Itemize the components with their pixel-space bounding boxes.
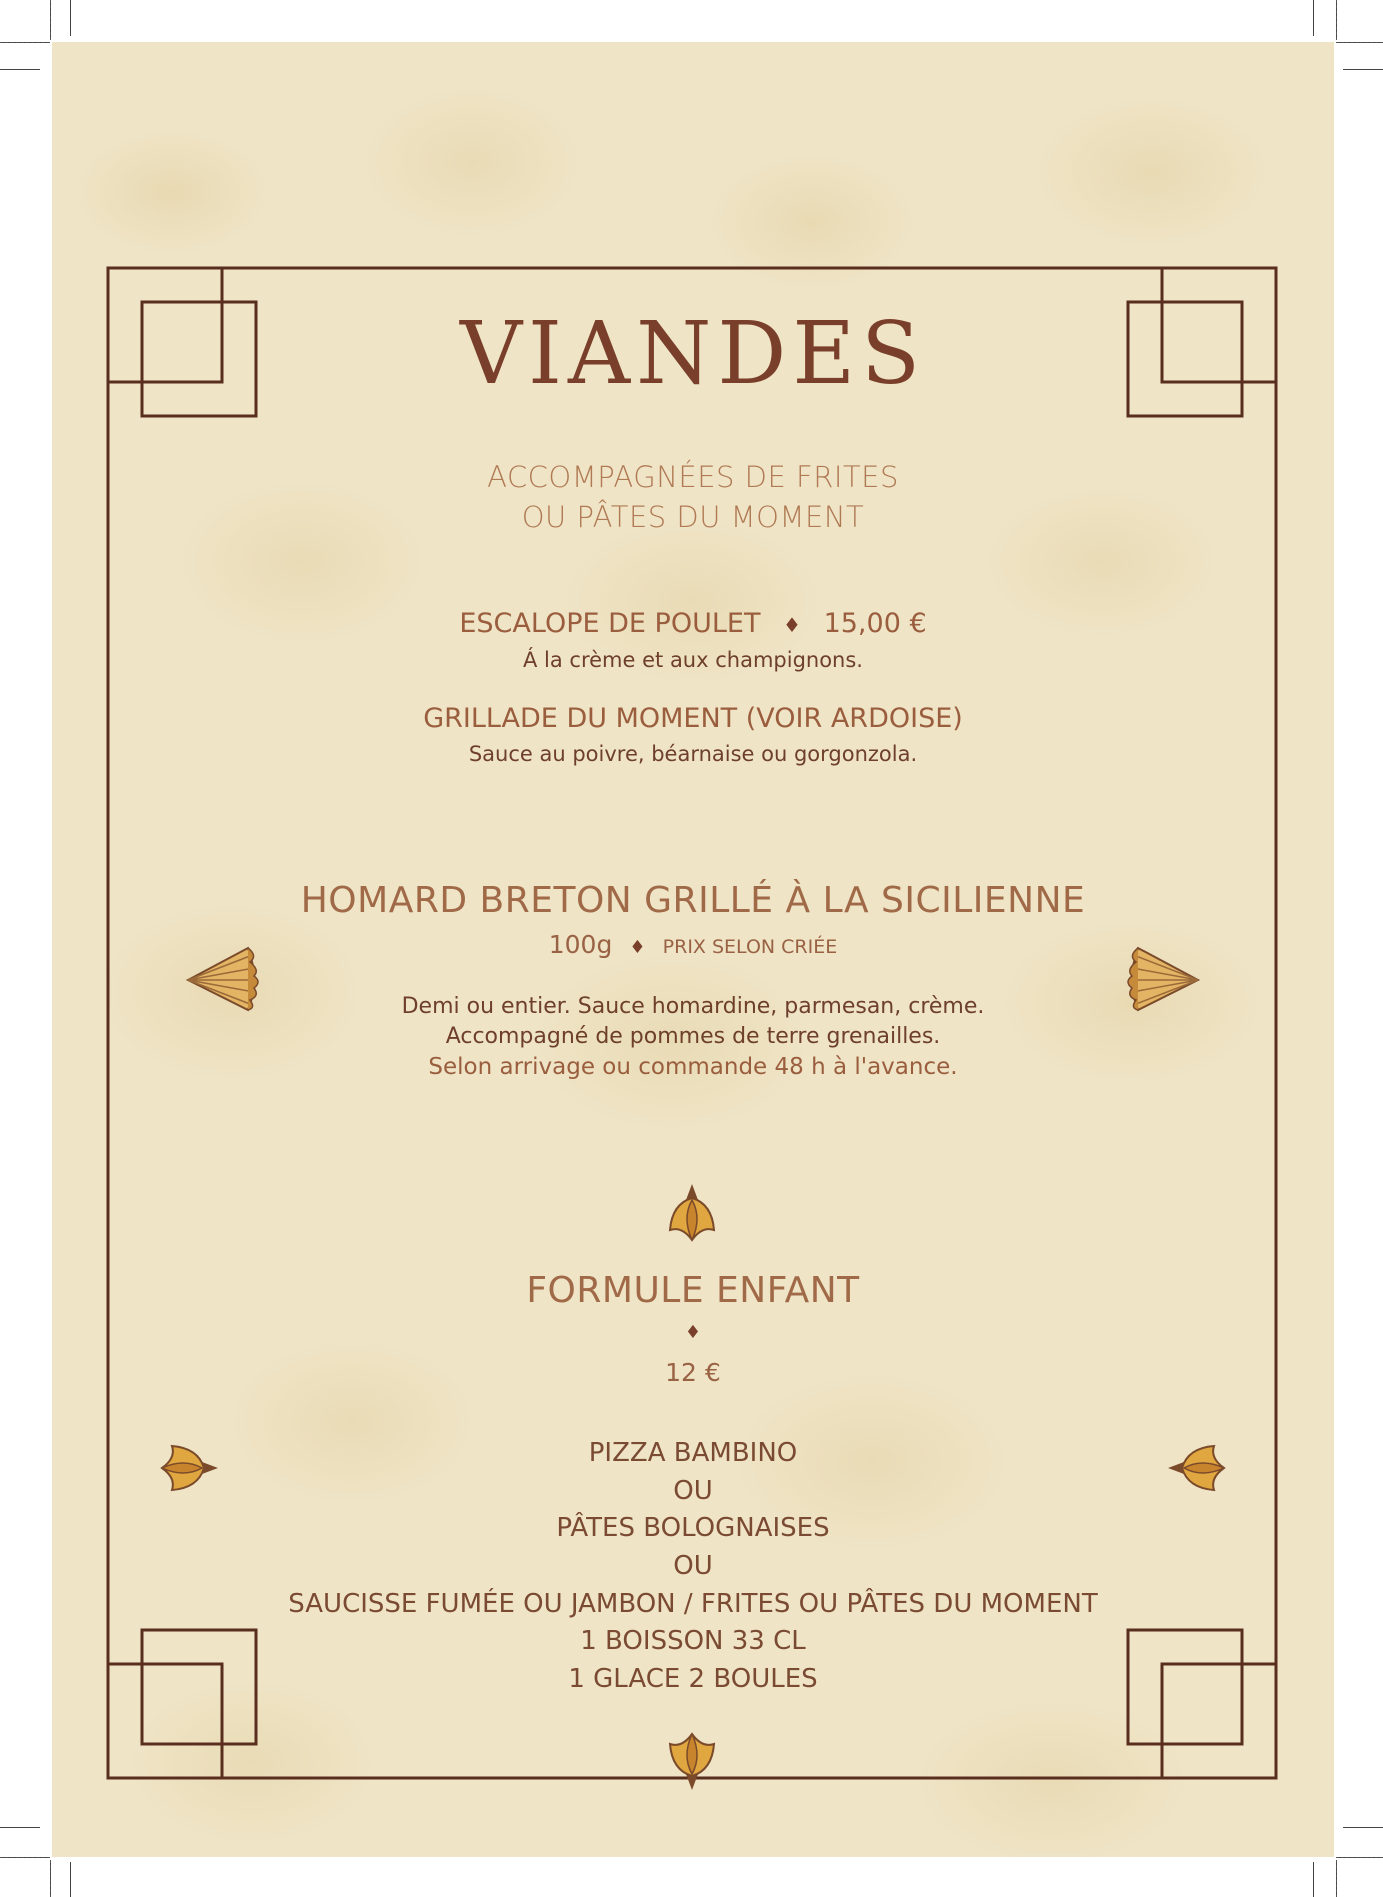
item-description: Á la crème et aux champignons. [523,648,863,672]
lotus-ornament-icon [664,1728,720,1792]
section-title: HOMARD BRETON GRILLÉ À LA SICILIENNE [300,880,1086,921]
diamond-separator: ♦ [684,1322,702,1343]
crop-mark [50,1860,51,1897]
item-description: Selon arrivage ou commande 48 h à l'avance. [428,1054,958,1080]
crop-mark [70,1862,71,1897]
crop-mark [1343,1827,1383,1828]
item-price: 15,00 € [823,608,927,639]
crop-mark [1313,0,1314,36]
crop-mark [1336,0,1337,40]
menu-page [52,42,1334,1857]
list-item: PIZZA BAMBINO [588,1438,798,1468]
lotus-ornament-icon [156,1440,220,1496]
list-item: SAUCISSE FUMÉE OU JAMBON / FRITES OU PÂTES DU MOMENT [288,1589,1098,1619]
crop-mark [0,69,40,70]
subtitle-line: ACCOMPAGNÉES DE FRITES [487,460,899,494]
diamond-separator: ♦ [783,613,801,637]
formule-price: 12 € [665,1358,721,1387]
item-description: Sauce au poivre, béarnaise ou gorgonzola. [468,742,918,766]
crop-mark [0,1857,50,1858]
list-item: PÂTES BOLOGNAISES [556,1513,830,1543]
item-description: Accompagné de pommes de terre grenailles. [445,1024,941,1049]
crop-mark [1313,1862,1314,1897]
crop-mark [1336,42,1383,43]
item-description: Demi ou entier. Sauce homardine, parmesan, crème. [401,994,985,1019]
list-item: OU [673,1476,713,1506]
lotus-ornament-icon [664,1182,720,1246]
item-name: ESCALOPE DE POULET [459,608,761,639]
list-item: OU [673,1551,713,1581]
list-item: 1 BOISSON 33 CL [580,1626,806,1656]
page-title: VIANDES [459,304,927,404]
crop-mark [0,42,50,43]
crop-mark [0,1827,40,1828]
crop-mark [1336,1857,1383,1858]
menu-item-line [52,608,1334,639]
fan-ornament-icon [184,942,260,1014]
lotus-ornament-icon [1166,1440,1230,1496]
crop-mark [1336,1860,1337,1897]
item-name: GRILLADE DU MOMENT (VOIR ARDOISE) [423,703,963,734]
fan-ornament-icon [1126,942,1202,1014]
list-item: 1 GLACE 2 BOULES [568,1664,818,1694]
crop-mark [50,0,51,40]
item-price: PRIX SELON CRIÉE [662,936,838,958]
diamond-separator: ♦ [629,937,646,958]
section-title: FORMULE ENFANT [526,1270,860,1311]
subtitle-line: OU PÂTES DU MOMENT [521,500,865,534]
item-weight: 100g [548,930,613,959]
crop-mark [1343,69,1383,70]
crop-mark [70,0,71,36]
